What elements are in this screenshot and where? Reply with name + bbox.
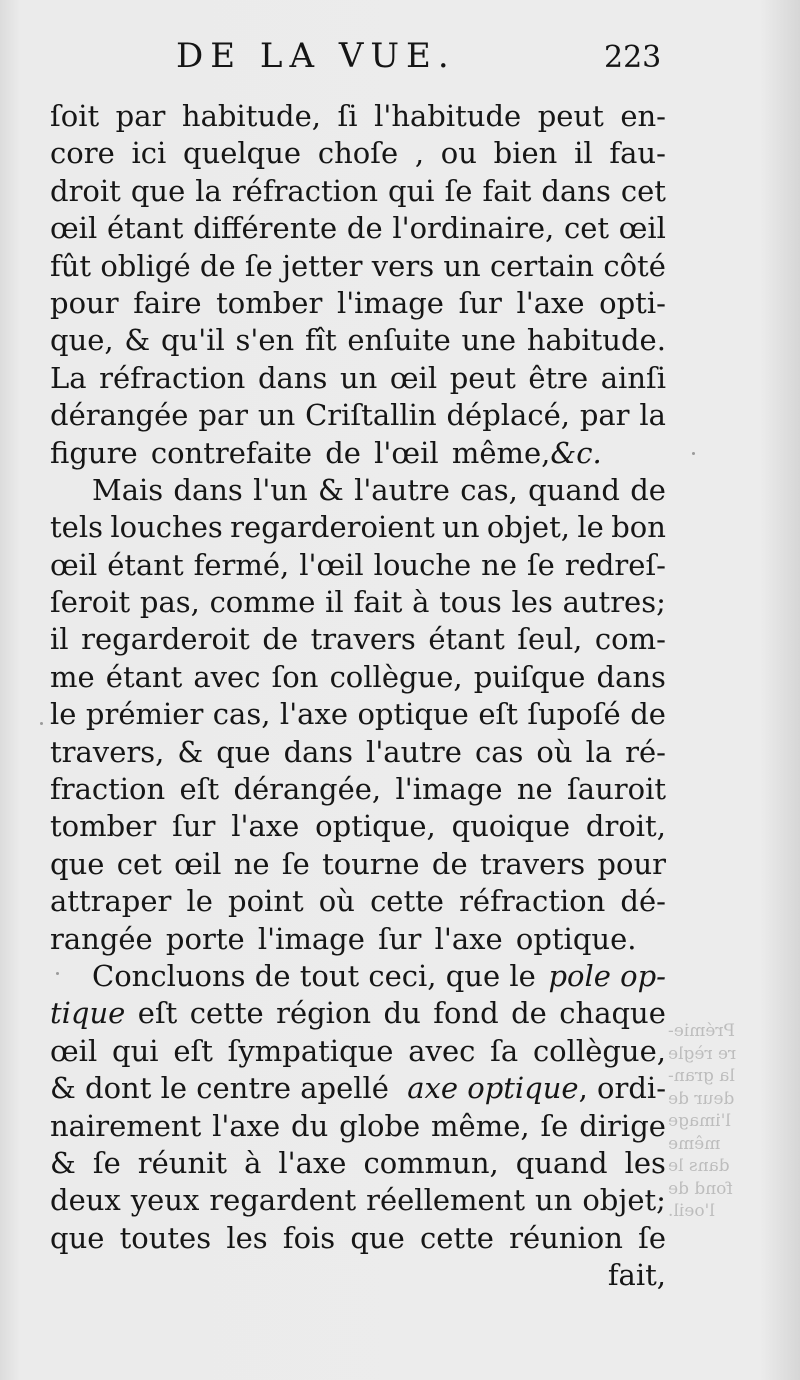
word: tomber: [50, 809, 157, 844]
word: cet: [116, 846, 162, 881]
word: jetter: [282, 248, 363, 283]
word: le: [577, 510, 604, 545]
text-line: [50, 883, 666, 920]
margin-note-bleed-through: [668, 1020, 792, 1223]
word: tourne: [322, 846, 420, 881]
text-line: [50, 1220, 666, 1257]
word: Mais: [92, 472, 164, 507]
word: l'habitude: [374, 99, 522, 133]
word: attraper: [50, 884, 172, 919]
text-line: [50, 1257, 666, 1294]
word: un: [339, 360, 378, 395]
italic-run: pole op-: [548, 958, 666, 993]
text-line: [50, 846, 666, 883]
word: peut: [537, 99, 604, 133]
word: l'image: [395, 772, 503, 807]
word: de: [630, 697, 666, 732]
word: redreſ-: [564, 547, 666, 582]
word: les: [226, 1220, 268, 1255]
word: l'axe: [279, 697, 348, 732]
word: certain: [489, 248, 595, 283]
word: regardent: [209, 1183, 357, 1218]
word: à: [244, 1145, 262, 1180]
text-run: Concluons de tout ceci, que le: [92, 958, 536, 993]
word: nairement: [50, 1108, 202, 1143]
word: &: [50, 1145, 76, 1180]
word: droit,: [585, 809, 666, 844]
word: avec: [408, 1033, 476, 1068]
running-title: DE LA VUE.: [176, 36, 456, 76]
text-run: , ordi-: [578, 1071, 666, 1106]
word: l'axe: [278, 1145, 347, 1180]
word: travers: [310, 622, 416, 657]
word: tels: [50, 510, 103, 545]
word: eſt: [173, 1033, 213, 1068]
word: un: [535, 1183, 573, 1218]
text-line: [50, 659, 666, 696]
word: l'un: [253, 472, 308, 507]
text-line: [50, 547, 666, 584]
text-line: [50, 322, 666, 359]
word: eſt: [179, 772, 220, 807]
text-line: [50, 1070, 666, 1107]
text-line: [50, 995, 666, 1032]
word: un: [442, 510, 480, 545]
word: par: [115, 99, 166, 133]
word: droit: [50, 173, 121, 208]
text-line: [50, 1182, 666, 1219]
word: bien: [493, 136, 558, 171]
word: région: [276, 996, 372, 1031]
text-line: [50, 734, 666, 771]
italic-run: axe optique: [407, 1071, 579, 1106]
word: du: [291, 1108, 329, 1143]
word: l'autre: [354, 472, 450, 507]
word: quelque: [183, 136, 302, 171]
word: le: [50, 697, 77, 732]
word: l'axe: [212, 1108, 281, 1143]
word: à: [412, 585, 430, 620]
word: La: [50, 360, 87, 395]
word: la: [585, 734, 613, 769]
word: tous: [439, 585, 502, 620]
word: pas,: [139, 585, 200, 620]
word: l'axe: [516, 285, 585, 320]
word: œil: [50, 1033, 98, 1068]
word: une: [461, 323, 517, 358]
word: objet;: [582, 1183, 666, 1218]
word: de: [511, 996, 547, 1031]
word: cet: [620, 173, 666, 208]
word: habitude,: [181, 99, 321, 133]
word: œil: [50, 547, 98, 582]
word: quand: [515, 1145, 608, 1180]
word: œil: [50, 211, 98, 246]
word: regarderoit: [81, 622, 250, 657]
word: que: [130, 173, 186, 208]
word: qu'il: [160, 323, 225, 358]
italic-group: [407, 1070, 666, 1107]
text-run: fait,: [607, 1258, 666, 1293]
text-line: [50, 435, 666, 472]
word: s'en: [235, 323, 295, 358]
word: l'image: [336, 285, 444, 320]
word: fois: [282, 1220, 336, 1255]
word: déplacé,: [446, 398, 570, 433]
paper-speck: [692, 452, 695, 455]
text-line: [50, 135, 666, 172]
word: ſympatique: [227, 1033, 394, 1068]
text-run: & dont le centre apellé: [50, 1071, 389, 1106]
word: fît: [304, 323, 337, 358]
word: objet,: [486, 510, 570, 545]
word: toutes: [119, 1220, 212, 1255]
word: fond: [433, 996, 499, 1031]
paper-speck: [56, 972, 59, 975]
margin-note-line: même: [668, 1133, 721, 1154]
word: vers: [371, 248, 435, 283]
word: cas,: [212, 697, 271, 732]
word: l'ordinaire,: [392, 211, 555, 246]
word: où: [318, 884, 355, 919]
word: que: [350, 1220, 405, 1255]
word: ſur: [172, 809, 216, 844]
text-line: [50, 808, 666, 845]
word: regarderoient: [230, 510, 435, 545]
word: louche: [373, 547, 472, 582]
word: choſe: [317, 136, 399, 171]
page-number: 223: [604, 40, 662, 75]
word: l'autre: [366, 734, 462, 769]
word: par: [579, 398, 630, 433]
word: optique: [357, 697, 469, 732]
text-line: [50, 771, 666, 808]
word: commun,: [363, 1145, 499, 1180]
word: dans: [257, 360, 328, 395]
word: habitude.: [526, 323, 666, 358]
word: de: [630, 472, 666, 507]
text-line: [50, 621, 666, 658]
word: côté: [603, 248, 666, 283]
word: que: [50, 1220, 105, 1255]
word: ſupoſé: [527, 697, 621, 732]
word: en-: [620, 99, 666, 133]
word: dérangée,: [233, 772, 382, 807]
word: par: [198, 398, 249, 433]
word: qui: [388, 173, 435, 208]
word: ſe: [526, 547, 555, 582]
word: dirige: [579, 1108, 666, 1143]
text-line: [50, 584, 666, 621]
word: qui: [112, 1033, 159, 1068]
word: fermé,: [193, 547, 290, 582]
word: ſur: [458, 285, 502, 320]
word: œil: [389, 360, 438, 395]
word: réunit: [137, 1145, 228, 1180]
text-run: rangée porte l'image ſur l'axe optique.: [50, 921, 637, 956]
text-line: [50, 173, 666, 210]
italic-word: tique: [50, 996, 126, 1031]
text-line: [50, 472, 666, 509]
word: optique,: [315, 809, 436, 844]
word: quand: [528, 472, 620, 507]
word: il: [50, 622, 69, 657]
word: la: [195, 173, 222, 208]
word: étant: [105, 659, 183, 694]
word: ſoit: [50, 99, 100, 133]
word: les: [624, 1145, 666, 1180]
text-line: [50, 360, 666, 397]
word: dans: [541, 173, 611, 208]
word: de: [431, 846, 468, 881]
word: ,: [414, 136, 425, 171]
paper-speck: [40, 722, 43, 725]
word: dans: [173, 472, 243, 507]
word: deux: [50, 1183, 121, 1218]
word: dé-: [620, 884, 666, 919]
word: ſe: [638, 1220, 666, 1255]
word: comme: [209, 585, 316, 620]
word: eſt: [478, 697, 518, 732]
word: réunion: [509, 1220, 623, 1255]
word: ſe: [444, 173, 473, 208]
word: prémier: [85, 697, 204, 732]
word: bon: [611, 510, 666, 545]
word: ſon: [271, 659, 319, 694]
word: fait: [482, 173, 532, 208]
margin-note-line: deur de: [668, 1088, 735, 1109]
word: louches: [110, 510, 223, 545]
word: travers: [479, 846, 586, 881]
word: quoique: [451, 809, 571, 844]
word: étant: [106, 211, 184, 246]
word: étant: [428, 622, 505, 657]
word: peut: [449, 360, 516, 395]
text-line: [50, 958, 666, 995]
word: ſe: [540, 1108, 569, 1143]
word: tomber: [216, 285, 323, 320]
text-line: [50, 696, 666, 733]
margin-note-line: l'oeil.: [668, 1201, 715, 1221]
word: ſeul,: [517, 622, 583, 657]
margin-note-line: Prémie-: [668, 1021, 735, 1041]
word: être: [528, 360, 589, 395]
word: la: [639, 398, 666, 433]
word: obligé: [100, 248, 191, 283]
word: cette: [370, 884, 444, 919]
margin-note-line: fond de: [668, 1178, 733, 1199]
word: l'axe: [231, 809, 300, 844]
page-header: [0, 36, 800, 86]
word: cet: [563, 211, 610, 246]
word: ne: [516, 772, 553, 807]
word: faire: [133, 285, 202, 320]
word: différente: [193, 211, 338, 246]
word: ré-: [625, 734, 666, 769]
word: un: [257, 398, 296, 433]
word: ſe: [244, 248, 273, 283]
word: &: [177, 734, 204, 769]
word: point: [228, 884, 304, 919]
word: l'œil: [299, 547, 364, 582]
word: cas: [474, 734, 524, 769]
word: dans: [596, 659, 666, 694]
word: cas,: [460, 472, 518, 507]
paragraph: [50, 98, 666, 472]
word: eſt: [137, 996, 178, 1031]
word: de: [199, 248, 236, 283]
margin-note-line: l'image: [668, 1111, 731, 1131]
word: où: [536, 734, 573, 769]
word: œil: [174, 846, 222, 881]
paragraph: [50, 958, 666, 1295]
word: ou: [440, 136, 477, 171]
word: dans: [283, 734, 354, 769]
text-line: [50, 1145, 666, 1182]
word: puiſque: [473, 659, 586, 694]
word: me: [50, 659, 95, 694]
body-text: [50, 98, 666, 1295]
word: ſauroit: [567, 772, 666, 807]
word: pour: [597, 846, 666, 881]
word: chaque: [559, 996, 666, 1031]
word: pour: [50, 285, 119, 320]
word: fraction: [50, 772, 166, 807]
word: ainſi: [600, 360, 666, 395]
word: ici: [131, 136, 167, 171]
word: il: [574, 136, 593, 171]
text-line: [50, 1033, 666, 1070]
word: ſa: [490, 1033, 519, 1068]
word: core: [50, 136, 115, 171]
word: enſuite: [347, 323, 451, 358]
word: le: [186, 884, 213, 919]
word: yeux: [130, 1183, 200, 1218]
word: réellement: [366, 1183, 526, 1218]
word: &: [124, 323, 151, 358]
word: même,: [431, 1108, 530, 1143]
word: Criſtallin: [305, 398, 437, 433]
word: réfraction: [459, 884, 606, 919]
margin-note-line: dans le: [668, 1156, 730, 1176]
word: que: [216, 734, 271, 769]
word: fût: [50, 248, 92, 283]
text-run: figure contrefaite de l'œil même,: [50, 435, 551, 470]
word: ſeroit: [50, 585, 131, 620]
text-line: [50, 509, 666, 546]
word: réfraction: [231, 173, 379, 208]
margin-note-line: la gran-: [668, 1066, 735, 1086]
word: com-: [594, 622, 666, 657]
text-line: [50, 285, 666, 322]
word: étant: [107, 547, 184, 582]
word: travers,: [50, 734, 165, 769]
word: avec: [193, 659, 261, 694]
text-line: [50, 98, 666, 135]
text-line: [50, 921, 666, 958]
word: il: [325, 585, 344, 620]
word: de: [346, 211, 383, 246]
word: que: [50, 846, 105, 881]
margin-note-line: re règle: [668, 1043, 737, 1064]
word: du: [383, 996, 421, 1031]
word: de: [262, 622, 299, 657]
word: dérangée: [50, 398, 189, 433]
word: autres;: [562, 585, 666, 620]
word: ſi: [337, 99, 358, 133]
word: fait: [353, 585, 403, 620]
paragraph: [50, 472, 666, 958]
word: opti-: [599, 285, 666, 320]
italic-run: &c.: [550, 435, 602, 470]
word: globe: [339, 1108, 421, 1143]
word: fau-: [609, 136, 666, 171]
word: réfraction: [99, 360, 246, 395]
text-line: [50, 248, 666, 285]
text-line: [50, 1108, 666, 1145]
word: cette: [189, 996, 264, 1031]
text-line: [50, 210, 666, 247]
word: &: [317, 472, 344, 507]
word: ne: [233, 846, 270, 881]
word: ſe: [92, 1145, 121, 1180]
word: cette: [420, 1220, 494, 1255]
text-line: [50, 397, 666, 434]
word: collègue,: [329, 659, 463, 694]
word: œil: [618, 211, 666, 246]
word: que,: [50, 323, 114, 358]
word: collègue,: [532, 1033, 666, 1068]
word: un: [443, 248, 481, 283]
word: les: [511, 585, 553, 620]
word: ſe: [281, 846, 310, 881]
word: ne: [481, 547, 517, 582]
